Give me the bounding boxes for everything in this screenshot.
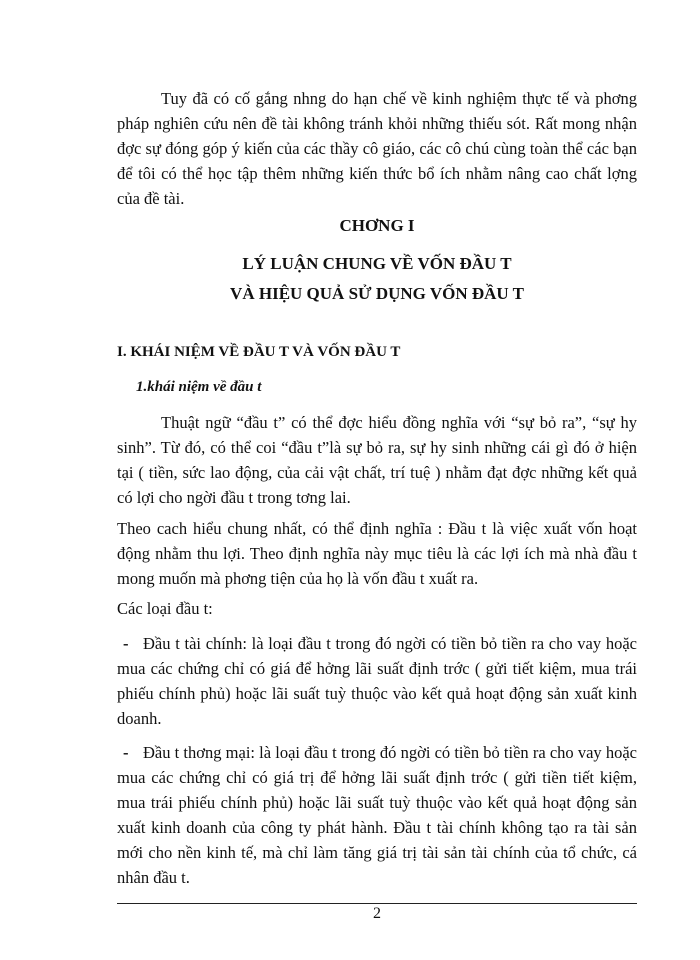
bullet-text: Đầu t thơng mại: là loại đầu t trong đó ngời có tiền bỏ tiền ra cho vay hoặc mua các chứng chỉ có giá trị để hởng lãi suất định trớc ( gửi tiền tiết kiệm, mua trái phiếu chính phủ) hoặc lãi suất tuỳ thuộc vào kết quả hoạt động sản xuất kinh doanh của công ty phát hành. Đầu t tài chính không tạo ra tài sản mới cho nền kinh tế, mà chỉ làm tăng giá trị tài sản tài chính của tổ chức, cá nhân đầu t.: [117, 743, 637, 887]
investment-types-label: Các loại đầu t:: [117, 599, 213, 618]
footer-divider: [117, 903, 637, 904]
chapter-title-line-2: VÀ HIỆU QUẢ SỬ DỤNG VỐN ĐẦU T: [230, 284, 524, 303]
chapter-title-line-1: LÝ LUẬN CHUNG VỀ VỐN ĐẦU T: [242, 254, 512, 273]
bullet-text: Đầu t tài chính: là loại đầu t trong đó ngời có tiền bỏ tiền ra cho vay hoặc mua các chứng chỉ có giá để hởng lãi suất định trớc ( gửi tiết kiệm, mua trái phiếu chính phủ) hoặc lãi suất tuỳ thuộc vào kết quả hoạt động sản xuất kinh doanh.: [117, 634, 637, 728]
page-number: 2: [373, 905, 381, 922]
chapter-label: CHƠNG I: [339, 216, 415, 235]
bullet-marker: -: [123, 743, 129, 762]
bullet-marker: -: [123, 634, 129, 653]
bullet-item-financial-investment: [117, 631, 637, 731]
intro-paragraph: Tuy đã có cố gắng nhng do hạn chế về kinh nghiệm thực tế và phơng pháp nghiên cứu nên đề tài không tránh khỏi những thiếu sót. Rất mong nhận đợc sự đóng góp ý kiến của các thầy cô giáo, các cô chú cùng toàn thể các bạn để tôi có thể học tập thêm những kiến thức bổ ích nhằm nâng cao chất lợng của đề tài.: [117, 89, 637, 208]
section-heading: I. KHÁI NIỆM VỀ ĐẦU T VÀ VỐN ĐẦU T: [117, 344, 401, 360]
section-subheading: 1.khái niệm về đầu t: [136, 379, 262, 395]
bullet-item-commercial-investment: [117, 740, 637, 890]
definition-paragraph-1: Thuật ngữ “đầu t” có thể đợc hiểu đồng nghĩa với “sự bỏ ra”, “sự hy sinh”. Từ đó, có thể coi “đầu t”là sự bỏ ra, sự hy sinh những cái gì đó ở hiện tại ( tiền, sức lao động, của cải vật chất, trí tuệ ) nhằm đạt đợc những kết quả có lợi cho ngời đầu t trong tơng lai.: [117, 413, 637, 507]
definition-paragraph-2: Theo cach hiểu chung nhất, có thể định nghĩa : Đầu t là việc xuất vốn hoạt động nhằm thu lợi. Theo định nghĩa này mục tiêu là các lợi ích mà nhà đầu t mong muốn mà phơng tiện của họ là vốn đầu t xuất ra.: [117, 519, 637, 588]
